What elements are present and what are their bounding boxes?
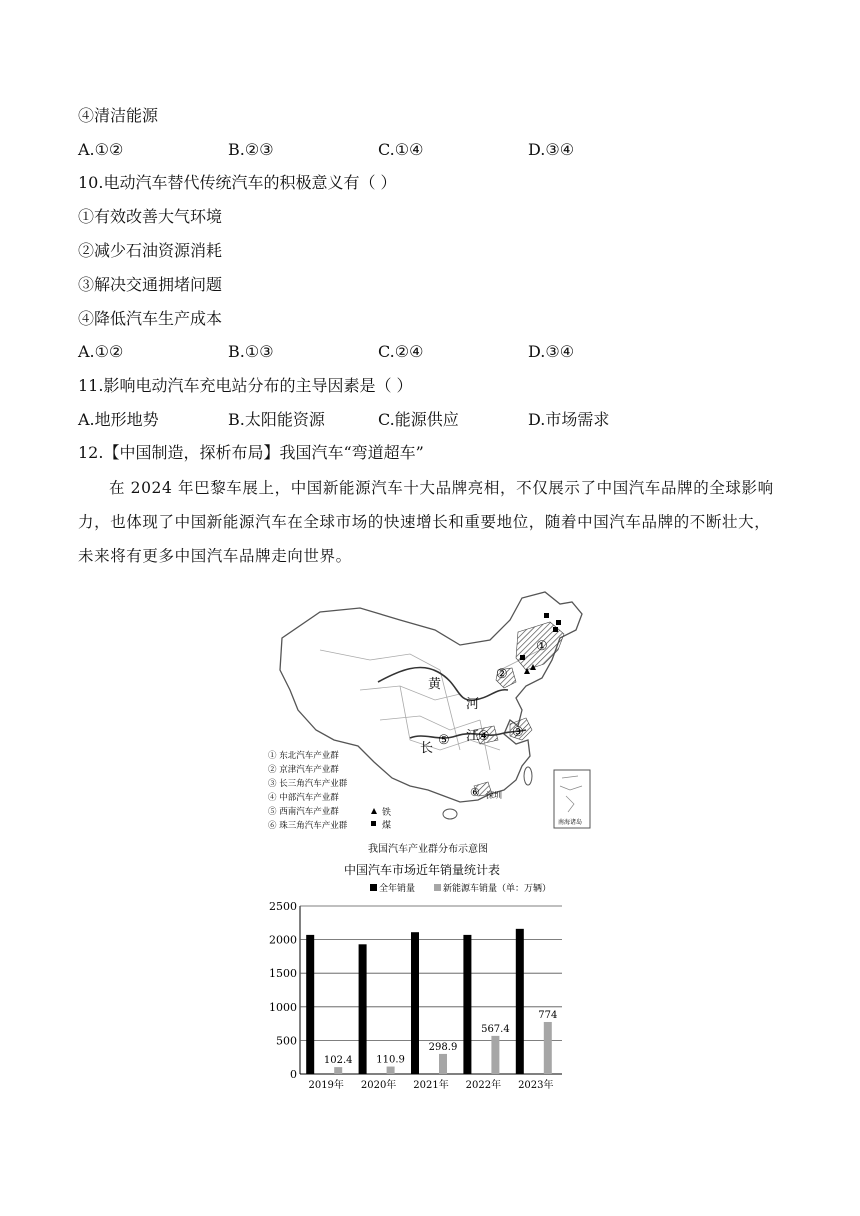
q12-paragraph: 在 2024 年巴黎车展上，中国新能源汽车十大品牌亮相，不仅展示了中国汽车品牌的全球影响力，也体现了中国新能源汽车在全球市场的快速增长和重要地位，随着中国汽车品牌的不断壮大，未来将有更多中国汽车品牌走向世界。 xyxy=(78,479,774,565)
coal-symbol xyxy=(544,613,549,618)
legend-iron-icon xyxy=(371,808,377,814)
river-label-jiang: 江 xyxy=(466,729,480,744)
industry-cluster-map xyxy=(260,590,600,860)
bar-nev xyxy=(439,1054,447,1074)
legend-cluster-5: ⑤ 西南汽车产业群 xyxy=(268,807,339,817)
cluster-marker-4: ④ xyxy=(478,729,490,744)
bar-nev xyxy=(544,1022,552,1074)
map-caption: 我国汽车产业群分布示意图 xyxy=(368,844,488,855)
bar-total xyxy=(306,935,314,1074)
cluster-marker-1: ① xyxy=(536,639,548,654)
q9-option-d: D.③④ xyxy=(528,140,575,159)
river-label-huang: 黄 xyxy=(428,677,442,692)
bar-total xyxy=(411,932,419,1074)
y-tick-label: 0 xyxy=(290,1068,297,1081)
q10-option-c: C.②④ xyxy=(378,342,424,361)
q9-option-b: B.②③ xyxy=(228,140,274,159)
q9-item-4: ④清洁能源 xyxy=(78,106,159,125)
cluster-marker-6: ⑥ xyxy=(470,786,480,799)
cluster-marker-2: ② xyxy=(496,667,508,682)
q11-option-d: D.市场需求 xyxy=(528,410,610,429)
legend-total-swatch xyxy=(370,884,377,891)
q11-option-c: C.能源供应 xyxy=(378,410,459,429)
legend-iron-label: 铁 xyxy=(382,808,392,818)
nev-data-label: 774 xyxy=(538,1009,558,1021)
cluster-marker-5: ⑤ xyxy=(438,733,450,748)
q9-option-c: C.①④ xyxy=(378,140,424,159)
coal-symbol xyxy=(556,620,561,625)
sales-chart xyxy=(262,860,582,1100)
q11-option-b: B.太阳能资源 xyxy=(228,410,325,429)
y-tick-label: 1000 xyxy=(269,1000,297,1014)
bar-nev xyxy=(387,1067,395,1074)
bar-total xyxy=(359,944,367,1074)
nev-data-label: 567.4 xyxy=(481,1023,510,1035)
y-tick-label: 1500 xyxy=(269,967,297,981)
y-tick-label: 2500 xyxy=(269,900,297,913)
legend-cluster-2: ② 京津汽车产业群 xyxy=(268,765,339,775)
inset-label: 南海诸岛 xyxy=(558,819,583,826)
x-tick-label: 2019年 xyxy=(308,1080,344,1091)
river-label-he: 河 xyxy=(466,697,480,712)
x-tick-label: 2020年 xyxy=(360,1080,397,1091)
legend-coal-icon xyxy=(371,821,376,826)
bar-total xyxy=(516,929,524,1074)
q10-item-4: ④降低汽车生产成本 xyxy=(78,309,223,328)
q10-option-b: B.①③ xyxy=(228,342,274,361)
y-tick-label: 2000 xyxy=(269,933,297,947)
q10-item-2: ②减少石油资源消耗 xyxy=(78,241,223,260)
nev-data-label: 110.9 xyxy=(376,1054,405,1066)
q10-option-d: D.③④ xyxy=(528,342,575,361)
taiwan-island xyxy=(524,767,532,785)
x-tick-label: 2023年 xyxy=(518,1080,554,1091)
legend-cluster-4: ④ 中部汽车产业群 xyxy=(268,793,339,803)
x-tick-label: 2021年 xyxy=(413,1080,449,1091)
china-map-figure xyxy=(260,590,600,860)
river-label-chang: 长 xyxy=(420,741,434,756)
legend-cluster-3: ③ 长三角汽车产业群 xyxy=(268,779,348,789)
q9-option-a: A.①② xyxy=(78,140,124,159)
coal-symbol xyxy=(553,627,558,632)
y-tick-label: 500 xyxy=(276,1034,297,1048)
legend-coal-label: 煤 xyxy=(382,821,392,831)
cluster-marker-3: ③ xyxy=(512,725,524,740)
sales-bar-chart xyxy=(262,860,582,1100)
q10-stem: 10.电动汽车替代传统汽车的积极意义有（ ） xyxy=(78,173,397,192)
legend-nev-swatch xyxy=(434,884,441,891)
q12-stem: 12.【中国制造，探析布局】我国汽车“弯道超车” xyxy=(78,443,424,462)
chart-title: 中国汽车市场近年销量统计表 xyxy=(343,863,501,877)
bar-nev xyxy=(334,1067,342,1074)
q11-stem: 11.影响电动汽车充电站分布的主导因素是（ ） xyxy=(78,376,413,395)
nev-data-label: 102.4 xyxy=(323,1055,353,1067)
hainan-island xyxy=(443,809,457,819)
bar-nev xyxy=(491,1036,499,1074)
x-tick-label: 2022年 xyxy=(465,1080,502,1091)
legend-total-label: 全年销量 xyxy=(379,884,416,894)
coal-symbol xyxy=(520,655,525,660)
city-label-shenzhen: 深圳 xyxy=(486,791,502,800)
legend-nev-label: 新能源车销量（单：万辆） xyxy=(443,884,552,894)
legend-cluster-1: ① 东北汽车产业群 xyxy=(268,751,339,761)
nev-data-label: 298.9 xyxy=(428,1041,458,1053)
legend-cluster-6: ⑥ 珠三角汽车产业群 xyxy=(268,821,348,831)
q11-option-a: A.地形地势 xyxy=(78,410,159,429)
q10-option-a: A.①② xyxy=(78,342,124,361)
bar-total xyxy=(463,935,471,1074)
q10-item-3: ③解决交通拥堵问题 xyxy=(78,275,223,294)
q10-item-1: ①有效改善大气环境 xyxy=(78,207,223,226)
